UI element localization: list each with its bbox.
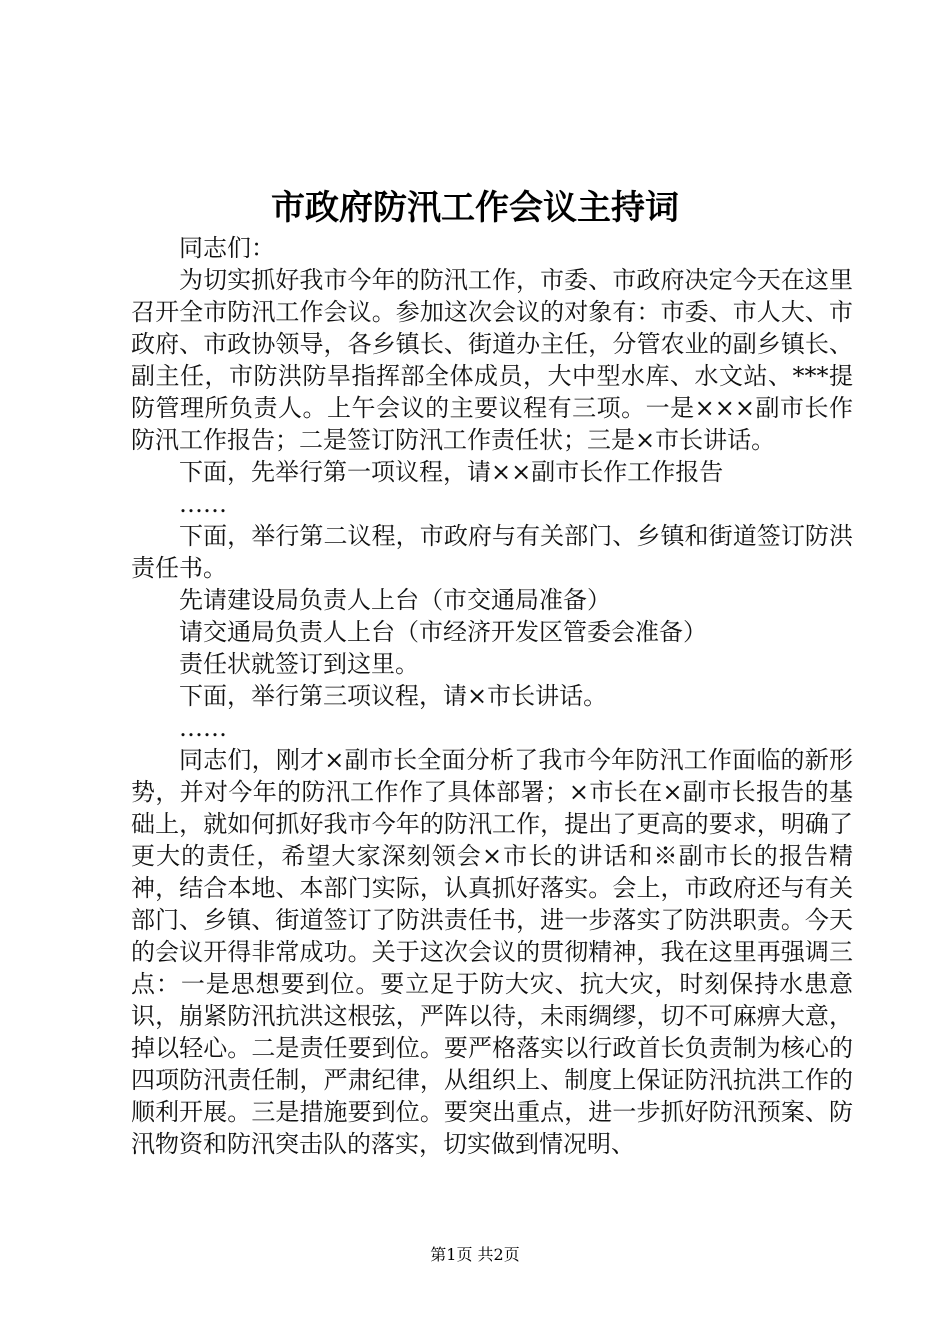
paragraph-invite-1: 先请建设局负责人上台（市交通局准备） [179, 586, 611, 614]
paragraph-intro: 为切实抓好我市今年的防汛工作，市委、市政府决定今天在这里召开全市防汛工作会议。参加这次会议的对象有：市委、市人大、市政府、市政协领导，各乡镇长、街道办主任，分管农业的副乡镇长、副主任，市防洪防旱指挥部全体成员，大中型水库、水文站、***提防管理所负责人。上午会议的主要议程有三项。一是×××副市长作防汛工作报告；二是签订防汛工作责任状；三是×市长讲话。 [131, 266, 853, 454]
document-body [131, 232, 853, 1160]
document-title: 市政府防汛工作会议主持词 [271, 188, 679, 228]
page-footer: 第1页 共2页 [430, 1245, 520, 1264]
paragraph-salutation: 同志们： [179, 234, 275, 262]
paragraph-invite-2: 请交通局负责人上台（市经济开发区管委会准备） [179, 618, 707, 646]
paragraph-ellipsis-1: …… [179, 490, 227, 518]
paragraph-ellipsis-2: …… [179, 714, 227, 742]
paragraph-agenda-3: 下面，举行第三项议程，请×市长讲话。 [179, 682, 608, 710]
paragraph-summary: 同志们，刚才×副市长全面分析了我市今年防汛工作面临的新形势，并对今年的防汛工作作了具体部署；×市长在×副市长报告的基础上，就如何抓好我市今年的防汛工作，提出了更高的要求，明确了更大的责任，希望大家深刻领会×市长的讲话和※副市长的报告精神，结合本地、本部门实际，认真抓好落实。会上，市政府还与有关部门、乡镇、街道签订了防洪责任书，进一步落实了防洪职责。今天的会议开得非常成功。关于这次会议的贯彻精神，我在这里再强调三点：一是思想要到位。要立足于防大灾、抗大灾，时刻保持水患意识，崩紧防汛抗洪这根弦，严阵以待，未雨绸缪，切不可麻痹大意，掉以轻心。二是责任要到位。要严格落实以行政首长负责制为核心的四项防汛责任制，严肃纪律，从组织上、制度上保证防汛抗洪工作的顺利开展。三是措施要到位。要突出重点，进一步抓好防汛预案、防汛物资和防汛突击队的落实，切实做到情况明、 [131, 746, 853, 1158]
paragraph-agenda-2: 下面，举行第二议程，市政府与有关部门、乡镇和街道签订防洪责任书。 [131, 522, 853, 582]
paragraph-agenda-1: 下面，先举行第一项议程，请××副市长作工作报告 [179, 458, 724, 486]
paragraph-signing-done: 责任状就签订到这里。 [179, 650, 419, 678]
